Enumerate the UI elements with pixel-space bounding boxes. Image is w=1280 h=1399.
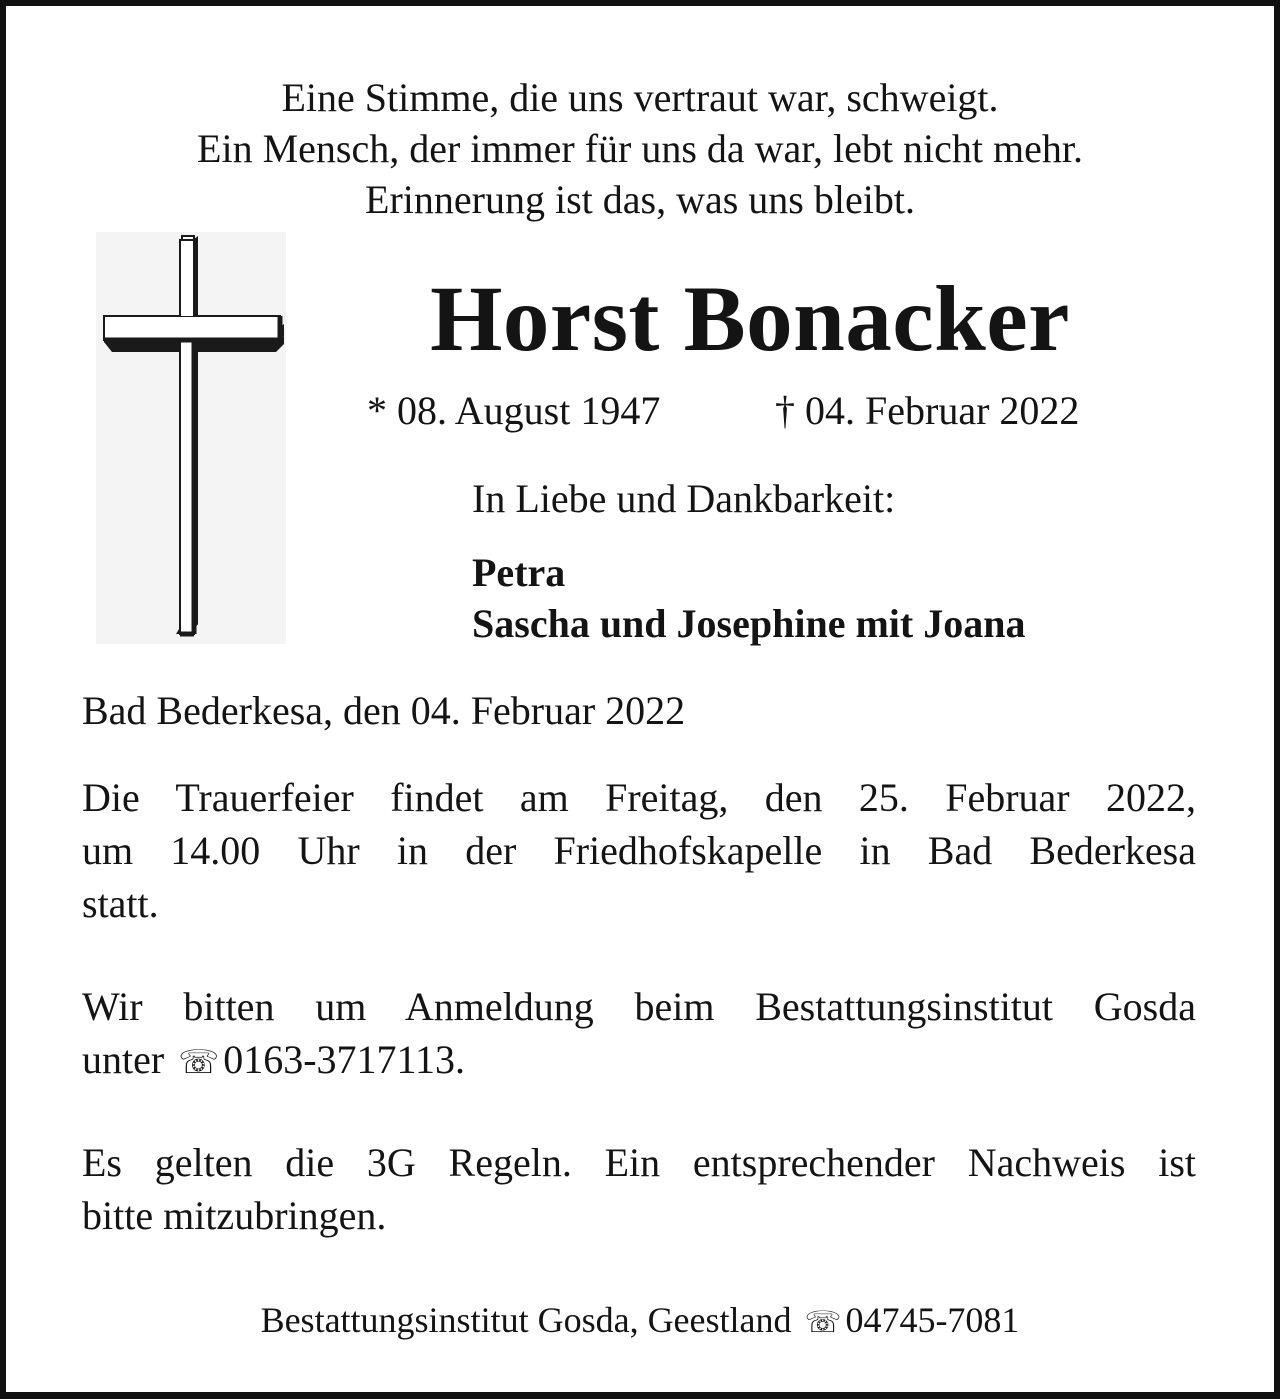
registration-phone-line xyxy=(82,1033,1196,1089)
telephone-icon: ☏ xyxy=(804,1305,842,1339)
poem xyxy=(6,72,1274,225)
cross-icon-panel xyxy=(96,232,286,644)
poem-line: Ein Mensch, der immer für uns da war, lebt nicht mehr. xyxy=(197,126,1083,171)
rules-line: bitte mitzubringen. xyxy=(82,1193,387,1238)
funeral-line: statt. xyxy=(82,881,159,926)
funeral-line: Die Trauerfeier findet am Freitag, den 25. Februar 2022, xyxy=(82,775,1196,820)
poem-line: Eine Stimme, die uns vertraut war, schweigt. xyxy=(281,75,999,120)
telephone-icon: ☏ xyxy=(178,1043,220,1081)
deceased-name: Horst Bonacker xyxy=(430,268,1070,371)
mourner: Sascha und Josephine mit Joana xyxy=(472,601,1026,646)
funeral-paragraph xyxy=(82,771,1196,930)
funeral-home-phone: 04745-7081 xyxy=(845,1300,1020,1340)
thanks-line: In Liebe und Dankbarkeit: xyxy=(472,476,896,521)
registration-prefix: unter xyxy=(82,1037,165,1082)
funeral-home-name: Bestattungsinstitut Gosda, Geestland xyxy=(260,1300,792,1340)
funeral-line: um 14.00 Uhr in der Friedhofskapelle in Bad Bederkesa xyxy=(82,828,1196,873)
registration-phone: 0163-3717113. xyxy=(223,1037,466,1082)
rules-paragraph xyxy=(82,1136,1196,1242)
christian-cross-icon xyxy=(96,232,286,644)
registration-line: Wir bitten um Anmeldung beim Bestattungsinstitut Gosda xyxy=(82,984,1196,1029)
rules-line: Es gelten die 3G Regeln. Ein entsprechender Nachweis ist xyxy=(82,1140,1196,1185)
place-date: Bad Bederkesa, den 04. Februar 2022 xyxy=(82,688,686,733)
poem-line: Erinnerung ist das, was uns bleibt. xyxy=(365,177,915,222)
mourner: Petra xyxy=(472,550,566,595)
death-date: † 04. Februar 2022 xyxy=(775,388,1080,433)
registration-paragraph xyxy=(82,980,1196,1089)
funeral-home-footer xyxy=(6,1296,1274,1346)
birth-date: * 08. August 1947 xyxy=(367,388,661,433)
mourners-list xyxy=(472,547,1025,649)
